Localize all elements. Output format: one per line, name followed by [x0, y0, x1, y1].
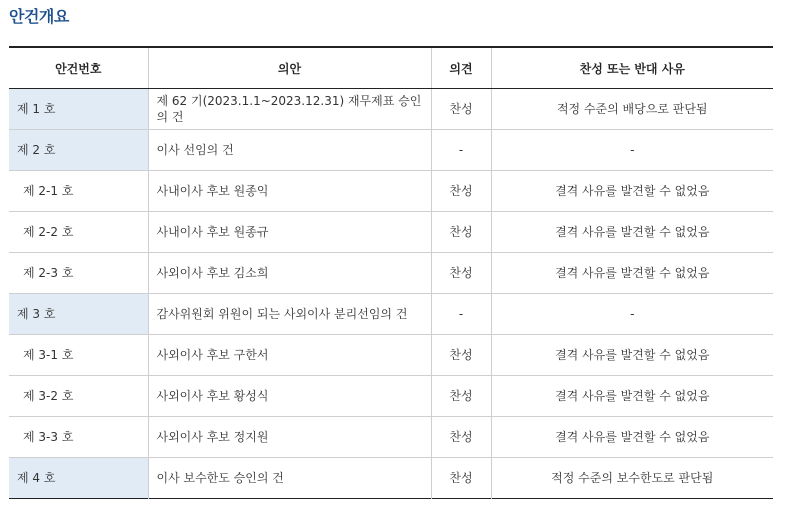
table-row [9, 253, 773, 294]
agenda-number: 제 2-2 호 [9, 212, 148, 253]
agenda-opinion: 찬성 [431, 335, 491, 376]
agenda-number: 제 2-3 호 [9, 253, 148, 294]
agenda-number: 제 3-1 호 [9, 335, 148, 376]
header-opinion: 의견 [431, 47, 491, 89]
agenda-number: 제 2-1 호 [9, 171, 148, 212]
agenda-opinion: - [431, 130, 491, 171]
agenda-reason: 결격 사유를 발견할 수 없었음 [491, 417, 773, 458]
header-reason: 찬성 또는 반대 사유 [491, 47, 773, 89]
agenda-reason: - [491, 130, 773, 171]
agenda-title: 사외이사 후보 정지원 [148, 417, 431, 458]
header-agenda: 의안 [148, 47, 431, 89]
table-row [9, 89, 773, 130]
agenda-opinion: 찬성 [431, 89, 491, 130]
agenda-reason: 결격 사유를 발견할 수 없었음 [491, 212, 773, 253]
table-row [9, 130, 773, 171]
agenda-title: 사내이사 후보 원종규 [148, 212, 431, 253]
agenda-opinion: 찬성 [431, 171, 491, 212]
agenda-title: 사외이사 후보 구한서 [148, 335, 431, 376]
agenda-reason: 적정 수준의 배당으로 판단됨 [491, 89, 773, 130]
agenda-number: 제 3 호 [9, 294, 148, 335]
agenda-number: 제 3-3 호 [9, 417, 148, 458]
page-title: 안건개요 [9, 7, 69, 26]
agenda-opinion: 찬성 [431, 253, 491, 294]
agenda-number: 제 4 호 [9, 458, 148, 499]
agenda-title: 사내이사 후보 원종익 [148, 171, 431, 212]
agenda-opinion: 찬성 [431, 212, 491, 253]
agenda-reason: 결격 사유를 발견할 수 없었음 [491, 335, 773, 376]
agenda-reason: 결격 사유를 발견할 수 없었음 [491, 376, 773, 417]
table-row [9, 458, 773, 499]
table-header-row [9, 47, 773, 89]
agenda-reason: 결격 사유를 발견할 수 없었음 [491, 253, 773, 294]
header-number: 안건번호 [9, 47, 148, 89]
table-row [9, 417, 773, 458]
agenda-opinion: 찬성 [431, 417, 491, 458]
agenda-title: 감사위원회 위원이 되는 사외이사 분리선임의 건 [148, 294, 431, 335]
agenda-opinion: 찬성 [431, 458, 491, 499]
table-row [9, 294, 773, 335]
agenda-number: 제 3-2 호 [9, 376, 148, 417]
agenda-reason: 적정 수준의 보수한도로 판단됨 [491, 458, 773, 499]
table-row [9, 376, 773, 417]
agenda-number: 제 1 호 [9, 89, 148, 130]
table-row [9, 212, 773, 253]
agenda-opinion: - [431, 294, 491, 335]
agenda-title: 이사 보수한도 승인의 건 [148, 458, 431, 499]
agenda-title: 사외이사 후보 황성식 [148, 376, 431, 417]
table-row [9, 335, 773, 376]
table-row [9, 171, 773, 212]
agenda-reason: - [491, 294, 773, 335]
agenda-title: 이사 선임의 건 [148, 130, 431, 171]
agenda-table [9, 46, 773, 499]
agenda-title: 사외이사 후보 김소희 [148, 253, 431, 294]
agenda-number: 제 2 호 [9, 130, 148, 171]
agenda-opinion: 찬성 [431, 376, 491, 417]
agenda-reason: 결격 사유를 발견할 수 없었음 [491, 171, 773, 212]
agenda-title: 제 62 기(2023.1.1~2023.12.31) 재무제표 승인의 건 [148, 89, 431, 130]
